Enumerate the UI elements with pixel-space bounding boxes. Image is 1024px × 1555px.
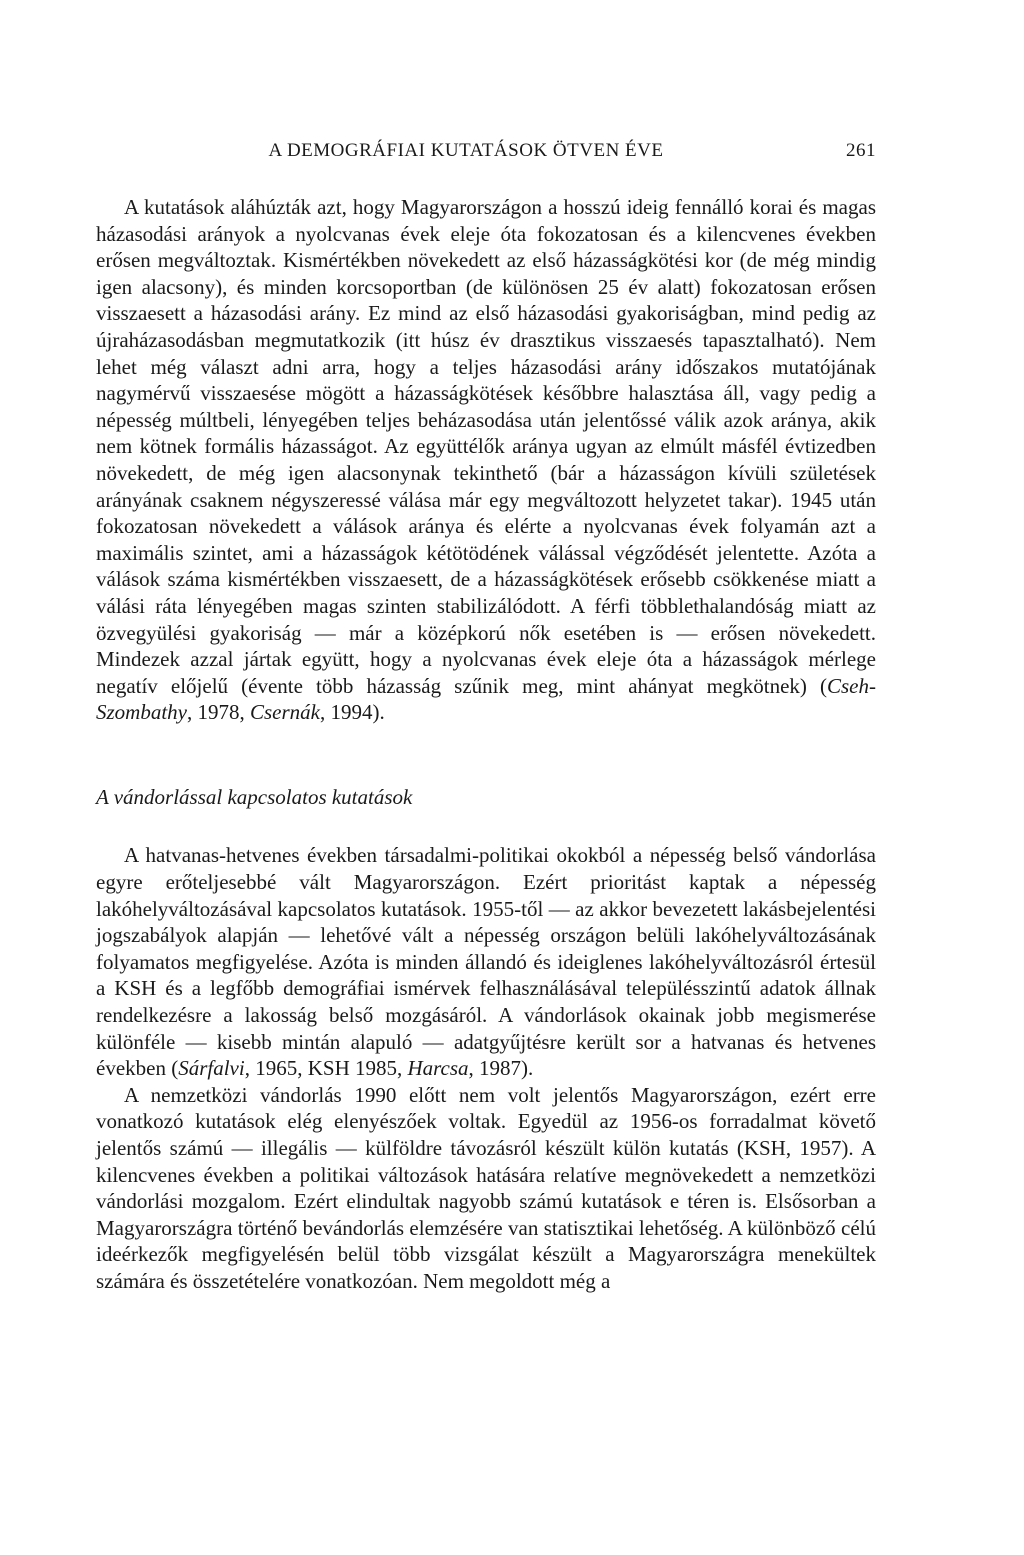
paragraph-marriage-divorce [96, 194, 876, 726]
citation-author: Csernák [250, 700, 320, 725]
section-heading: A vándorlással kapcsolatos kutatások [96, 784, 413, 809]
running-title: A DEMOGRÁFIAI KUTATÁSOK ÖTVEN ÉVE [268, 140, 664, 161]
paragraph-international-migration: A nemzetközi vándorlás 1990 előtt nem volt jelentős Magyarországon, ezért erre vonatkozó kutatások elég elenyészőek voltak. Egyedül az 1956-os forradalmat követő jelentős számú — illegális — külföldre távozásról készült külön kutatás (KSH, 1957). A kilencvenes években a politikai változások hatására relatíve megnövekedett a nemzetközi vándorlási mozgalom. Ezért elindultak nagyobb számú kutatások e téren is. Elsősorban a Magyarországra történő bevándorlás elemzésére van statisztikai lehetőség. A különböző célú ideérkezők megfigyelésén belül több vizsgálat készült a Magyarországra menekültek számára és összetételére vonatkozóan. Nem megoldott még a [96, 1082, 876, 1293]
running-header [96, 140, 876, 174]
paragraph-text: , 1994). [320, 700, 385, 725]
book-page [96, 140, 876, 1295]
paragraph-text: , 1965, KSH 1985, [244, 1056, 408, 1081]
paragraph-internal-migration [96, 842, 876, 1081]
page-number: 261 [846, 140, 876, 161]
paragraph-text: A kutatások aláhúzták azt, hogy Magyarországon a hosszú ideig fennálló korai és magas házasodási arányok a nyolcvanas évek eleje óta fokozatosan és a kilencvenes években erősen megváltoztak. Kismértékben növekedett az első házasságkötési kor (de még mindig igen alacsony), és minden korcsoportban (de különösen 25 év alatt) fokozatosan erősen visszaesett a házasodási arány. Ez mind az első házasodási gyakoriságban, mind pedig az újraházasodásban megmutatkozik (itt húsz év drasztikus visszaesés tapasztalható). Nem lehet még választ adni arra, hogy a teljes házasodási arány időszakos mutatójának nagymérvű visszaesése mögött a házasságkötések későbbre halasztása áll, vagy pedig a népesség múltbeli, lényegében teljes beházasodása után jelentőssé válik azok aránya, akik nem kötnek formális házasságot. Az együttélők aránya ugyan az elmúlt másfél évtizedben növekedett, de még igen alacsonynak tekinthető (bár a házasságon kívüli születések arányának csaknem négyszeressé válása már egy megváltozott helyzetet takar). 1945 után fokozatosan növekedett a válások aránya és elérte a nyolcvanas évek folyamán azt a maximális szintet, ami a házasságok kétötödének válással végződését jelentette. Azóta a válások száma kismértékben visszaesett, de a házasságkötések erősebb csökkenése miatt a válási ráta lényegében magas szinten stabilizálódott. A férfi többlethalandóság miatt az özvegyülési gyakoriság — már a középkorú nők esetében is — erősen növekedett. Mindezek azzal jártak együtt, hogy a nyolcvanas évek eleje óta a házasságok mérlege negatív előjelű (évente több házasság szűnik meg, mint ahányat megkötnek) ( [96, 195, 876, 698]
citation-author: Cseh-Szombathy [96, 673, 876, 725]
citation-author: Sárfalvi [178, 1056, 245, 1081]
paragraph-text: , 1987). [468, 1056, 534, 1081]
paragraph-text: A hatvanas-hetvenes években társadalmi-politikai okokból a népesség belső vándorlása egyre erőteljesebbé vált Magyarországon. Ezért prioritást kaptak a népesség lakóhelyváltozásával kapcsolatos kutatások. 1955-től — az akkor bevezetett lakásbejelentési jogszabályok alapján — lehetővé vált a népesség országon belüli lakóhelyváltozásának folyamatos megfigyelése. Azóta is minden állandó és ideiglenes lakóhelyváltozásról értesül a KSH és a legfőbb demográfiai ismérvek felhasználásával településszintű adatok állnak rendelkezésre a lakosság belső mozgásáról. A vándorlások okainak jobb megismerése különféle — kisebb mintán alapuló — adatgyűjtésre került sor a hatvanas és hetvenes években ( [96, 843, 876, 1081]
paragraph-text: , 1978, [187, 700, 250, 725]
citation-author: Harcsa [407, 1056, 469, 1081]
